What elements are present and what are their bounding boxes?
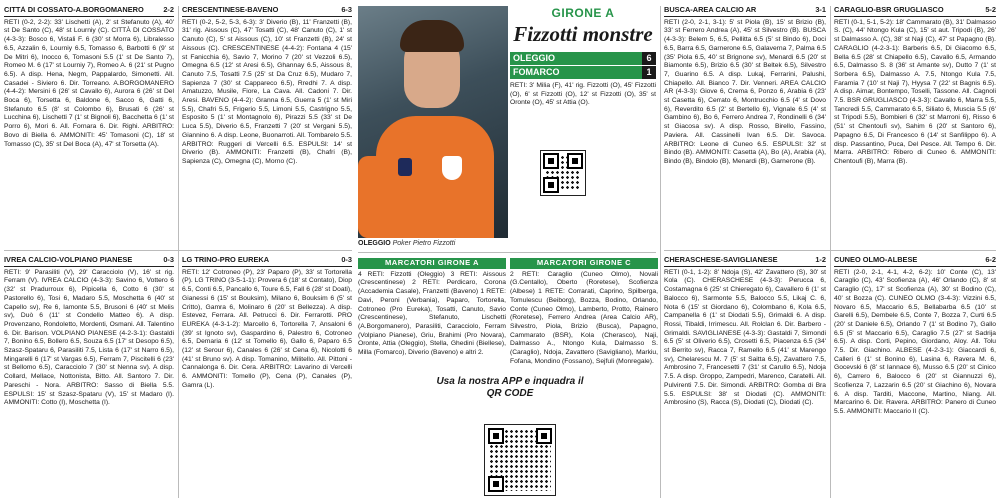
scorers-list: 4 RETI: Fizzotti (Oleggio) 3 RETI: Aissous (Crescentinese) 2 RETI: Perdicaro, Corona (Accademia Casale), Franzetti (Baveno) 1 RETE: Davi, Peroni (Verbania), Paparo, Tortorella, Cotroneo (Pro Eureka), Tosatti, Canuto, Savio (Crescentinese), Stefanuto, Lischetti (A.Borgomanero), Parasiliti, Caracciolo, Ferram (Volpiano Pianese), Griu, Brahimi (Pro Novara), Oronte, Attia (Oleggio), Stella, Ghedini (Biellese), Milla (Fomarco), Diverio (Baveno) e altri 2. <box>358 270 506 357</box>
match-report: RETI (0-1, 5-1, 5-2): 18' Cammarato (B), 31' Dalmasso S. (C), 44' Ntongo Kula (C), 15' st aut. Tripodi (B), 26' st Dalmasso A. (C), 38' st Naji (C), 47' st Papagno (B). CARAGLIO (4-2-3-1): Barberis 6.5, Di Giacomo 6.5, Bella 6.5 (28' st Chiapello 6.5), Cavallo 6.5, Armando 6.5, Dalmasso S. 8 (36' st Amante sv), Dutto 7 (1' st Sorbera 6.5), Dalmasso A. 7.5, Ntongo Kula 7.5, Faramia 7 (10' st Naji 7), Hyysa 7 (22' st Bagnis 6.5). A disp. Aimar, Bontempo, Toselli, Tassone. All. Cagnoli 7.5. BSR GRUGLIASCO (4-3-3): Cavallo 6, Marra 5.5, Tancredi 5.5, Cammarato 6.5, Siliato 6, Muscia 5.5 (6' st Tripodi 5.5), Bombieri 6 (32' st Marroni 6), Risso 6 (51' st Chentoufi sv), Sahim 6 (20' st Santoro 6), Papagno 6.5, Di Francesco 6 (14' st Sanfilippo 6). A disp. Passantino, Puca, Del Pesce. All. Tempo 6. Dir. Marra. ARBITRO: Ribero di Cuneo 6. AMMONITI: Chentoufi (B), Marra (B). <box>834 18 996 165</box>
match-header <box>4 256 174 267</box>
result-team: FOMARCO <box>510 66 642 79</box>
match-header <box>834 6 996 17</box>
sponsor-logo-icon <box>398 158 412 176</box>
scorers-title: MARCATORI GIRONE C <box>510 258 658 269</box>
photo-caption <box>358 240 508 247</box>
caption-text: Poker Pietro Fizzotti <box>392 240 456 247</box>
match-report: RETI (0-1, 1-2): 8' Ndoja (S), 42' Zavattero (S), 30' st Kola (C). CHERASCHESE (4-3-3): Perucca 6, Costamagna 6 (25' st Chieregato 6), Cavallero 6 (1' st Balocco 6), Sarmonte 5.5, Balocco 5.5, Likaj C. 6, Nota 6 (15' st Giordano 6), Colombano 6, Kola 6.5, Campanella 6 (1' st Diodati 5.5), Grimaldi 6. A disp. Rossi, Tibaldi, Irrimescu. All. Rolclan 6. Dir. Barbero - Grimaldi. SAVIGLIANESE (4-3-3): Gastaldi 7, Simondi 6.5 (5' st Oliverio 6.5), Crosetti 6.5, Piacenza 6.5 (34' st Berrito sv), Racca 7, Ramello 6.5 (41' st Marengo sv), Chelarescu M. 7 (5' st Saitta 6.5), Zavattero 7.5, Ambrosino 7, Francesetti 7 (31' st Carullo 6.5), Ndoja 7.5. A disp. Groppo, Zampedri, Marenco, Caratelli. All. Pulvirenti 7.5. Dir. Simondi. ARBITRO: Gomba di Bra 5.5. ESPULSI: 38' st Diodati (C). AMMONITI: Ambrosino (S), Racca (S), Diodati (C), Diodati (C). <box>664 268 826 407</box>
qr-code-icon[interactable] <box>484 424 556 496</box>
match-score: 0-3 <box>341 256 352 264</box>
orange-jersey <box>376 116 494 238</box>
result-score: 6 <box>642 52 656 65</box>
match-block <box>182 256 352 502</box>
match-block <box>664 6 826 246</box>
match-title: CHERASCHESE-SAVIGLIANESE <box>664 256 778 264</box>
qr-corner <box>488 476 504 492</box>
match-report: RETI (0-2, 5-2, 5-3, 6-3): 3' Diverio (B), 11' Franzetti (B), 31' rig. Aissous (C), 47' Tosatti (C), 48' Canuto (C), 1' st Canuto (C), 5' st Aissous (C), 10' st Franzetti (B), 24' st Aissous (C). CRESCENTINESE (4-4-2): Fontana 4 (15' st Fanicchia 6), Savio 7, Morino 7 (20' st Vezzoli 6.5), Omegna 6.5 (12' st Aresi 6.5), Ghannay 6.5, Aissous 8, Canuto 7.5, Tosatti 7.5 (25' st Da Cruz 6.5), Mudaro 7, Sapienza 7 (30' st Cappareco 6.5), Rredhi 7. A disp. Amatuzzo, Musile, Fiore, La Cava. All. Cadoni 7. Dir. Aresi. BAVENO (4-4-2): Granna 6.5, Guerra 5 (1' st Miri 5.5), Chafri 5.5, Frigerio 5.5, Limoni 5.5, Castrigno 5.5, Esposito 5 (1' st Montagnolo 6), Pirazzi 5.5 (33' st De Luca 5.5), Diverio 6.5, Franzetti 7 (20' st Vergani 5.5), Giannino 6. A disp. Leone, Buonarroti. All. Tombarelo 5.5. ARBITRO: Ruggeri di Vercelli 6.5. ESPULSI: 14' st Diverio (B). AMMONITI: Franzetti (B), Chafri (B), Sapienza (C), Omegna (C), Morno (C). <box>182 18 352 165</box>
match-score: 6-3 <box>341 6 352 14</box>
girone-a-box <box>510 6 656 108</box>
qr-corner <box>488 428 504 444</box>
app-promo: Usa la nostra APP e inquadra il QR CODE <box>436 376 584 399</box>
match-title: CUNEO OLMO-ALBESE <box>834 256 918 264</box>
match-title: CITTÀ DI COSSATO-A.BORGOMANERO <box>4 6 144 14</box>
girone-goals: RETI: 3' Milia (F), 41' rig. Fizzotti (O), 45' Fizzotti (O), 6' st Fizzotti (O), 12' st Fizzotti (O), 35' st Oronte (O), 45' st Attia (O). <box>510 82 656 107</box>
match-header <box>182 256 352 267</box>
result-team: OLEGGIO <box>510 52 642 65</box>
scorers-c <box>510 258 658 372</box>
player-hair <box>400 20 464 52</box>
match-report: RETI: 9' Parasiliti (V), 29' Caracciolo (V), 16' st rig. Ferram (V). IVREA CALCIO (4-3-3): Savino 6, Vottero 6 (32' st Pradurroux 6), Pipicella 6, Cotto 6 (30' st Pastorello 6), Tosi 6, Madaro 5.5, Moschetta 6 (40' st Capello sv), Re 6, Iamonte 5.5, Brusoni 6 (40' st Melis sv), Duò 6 (11' st Condello Matteo 6). A disp. Provenzano, Rondoletto, Mordenti, Osmani. All. Talentino 6. Dir. Barison. VOLPIANO PIANESE (4-2-3-1): Gastaldi 7, Bonino 6.5, Bollero 6.5, Souza 6.5 (17' st Desopo 6.5), Szasz-Spataru 6, Parasiliti 7.5, Lista 6 (17' st Narro 6.5), Mingarelli 6 (17' st Vargas 6.5), Ferram 7, Piscitelli 6 (23' st Bellomo 6.5), Caracciolo 7 (30' st Nenna sv). A disp. Collard, Mellace, Nottonista, Bitto. All. Santoro 7. Dir. Pareschi - Nora. ARBITRO: Sasso di Biella 5.5. ESPULSI: 15' st Szasz-Spataru (V), 15' st Madaro (I). AMMONITI: Cotto (I), Moschetta (I). <box>4 268 174 407</box>
match-title: CARAGLIO-BSR GRUGLIASCO <box>834 6 944 14</box>
headline: Fizzotti monstre <box>513 22 653 46</box>
match-title: LG TRINO-PRO EUREKA <box>182 256 270 264</box>
scorers-title: MARCATORI GIRONE A <box>358 258 506 269</box>
match-score: 6-2 <box>985 256 996 264</box>
match-header <box>834 256 996 267</box>
match-report: RETI (0-2, 2-2): 33' Lischetti (A), 2' st Stefanuto (A), 40' st De Santo (C), 48' st Lourniy (C). CITTÀ DI COSSATO (4-3-3): Bosco 6, Vistali F. 6 (30' st Morra 6), Libralesso 6.5, Azzalin 6, Lourniy 6.5, Tomasso 6, Barbotti 6 (9' st De Mitri 6), Inocco 6, Tomasoni 5.5 (1' st De Santo 7), Romeo M. 6 (17' st Lourniy 7), Romeo A. 6 (21' st Pugno 6.5). A disp. Hena, Negm, Pappalardo, Simonetti. All. Casadei - Siviero 6. Dir. Torreano. A.BORGOMANERO (4-4-2): Mersini 6 (26' st Cavallo 6), Aurora 6 (26' st Del Boca 6), Torsetta 6, Baldone 6, Sacco 6, Gatti 6, Stefanuto 6.5 (8' st Colombo 6), Brusati 6 (26' st Lucchina 6), Lischetti 7 (1' st Bignoli 6), Bacchetta 6 (1' st Porro 6), Mori 6. All. Fornara 6. Dir. Righi. ARBITRO: Bovo di Biella 6. AMMONITI: 45' Tomasoni (C), 18' st Tomasso (C), 35' st Del Boca (A), 47' st Torsetta (A). <box>4 18 174 148</box>
result-score: 1 <box>642 66 656 79</box>
match-header <box>4 6 174 17</box>
qr-corner <box>567 153 583 169</box>
match-score: 0-3 <box>163 256 174 264</box>
column-divider <box>830 6 831 498</box>
match-report: RETI (2-0, 2-1, 3-1): 5' st Piola (B), 15' st Brizio (B), 33' st Ferrero Andrea (A), 45' st Silvestro (B). BUSCA (4-3-3): Belem 5, 6.5, Pellitta 6.5 (5' st Bindo 6), Doci 6.5, Barra 6.5, Garnerone 6.5, Galaverna 7, Palma 6.5 (35' Piola 6.5, 40' st Brignone sv), Menardi 6.5 (20' st Biamonte 6.5), Brizio 6.5 (30' st Beltek 6.5), Silvestro 7, Guarino 6.5. A disp. Lukaj, Ferrarini, Palushi, Chiapello. All. Bianco 7. Dir. Venneri. AREA CALCIO AR (4-3-3): Giove 6, Crema 6, Ponzo 6, Arabia 6 (23' st Casetta 6), Cerrato 6, Montrucchio 6.5 (4' st Dovo 6), Reverdito 6.5 (2' st Bertello 6), Vignale 6.5 (4' st Gambino 6), Bo 6, Ferrero Andrea 7, Rondinelli 6 (34' st Giacosa sv). A disp. Rosso, Birello, Fassino, Paviera. All. Cassinelli Ivan 6.5. Dir. Savoca. ARBITRO: Leone di Cuneo 6.5. ESPULSI: 32' st Bindo (B). AMMONITI: Casetta (A), Bo (A), Arabia (A), Bindo (B), Bindolo (B), Menardi (B), Garnerone (B). <box>664 18 826 165</box>
result-row <box>510 66 656 79</box>
result-row <box>510 52 656 65</box>
match-title: CRESCENTINESE-BAVENO <box>182 6 279 14</box>
match-score: 2-2 <box>163 6 174 14</box>
match-block <box>664 256 826 502</box>
match-header <box>182 6 352 17</box>
player-photo <box>358 6 508 238</box>
match-score: 1-2 <box>815 256 826 264</box>
match-score: 3-1 <box>815 6 826 14</box>
qr-corner <box>543 153 559 169</box>
scorers-list: 2 RETI: Caraglio (Cuneo Olmo), Novali (G.Centallo), Oberto (Roretese), Scofienza (Albese) 1 RETE: Corrarati, Caprino, Spilberga, Tomulescu (Beiborg), Bozza, Bodino, Orlando, Conte (Cuneo Olmo), Lamberto, Protto, Rainero (Roretese), Ferrero Andrea (Area Calcio AR), Silvestro, Piola, Brizio (Busca), Papagno, Cammarato (BSR), Kola (Cherasco), Naji, Dalmasso A., Ntongo Kula, Dalmasso S. (Caraglio), Ndoja, Zavattero (Savigliano), Markiu, Fofana, Mondino (Fossano), Sejfuli (Monregale). <box>510 270 658 365</box>
column-divider <box>660 6 661 498</box>
caption-team: OLEGGIO <box>358 240 391 247</box>
match-report: RETI: 12' Cotroneo (P), 23' Paparo (P), 33' st Tortorella (P). LG TRINO (3-5-1-1): Provera 6 (18' st Contato), Diop 6.5, Conti 6.5, Pancallo 6, Toure 6.5, Fall 6 (28' st Doati), Gianessi 6 (15' st Bouksim), Milano 6, Bouksim 6 (5' st Critto), Gamra 6, Molinaro 6 (20' st Bellezza). A disp. Estevez, Ferrara. All. Petrucci 6. Dir. Ferrarotti. PRO EUREKA (4-3-1-2): Marcello 6, Tortorella 7, Ansaloni 6 (39' st Ignoto sv), Gaspardino 6, Palestro 6, Cotroneo 6.5, Demaria 6 (12' st Tomello 6), Gallo 6, Paparo 6.5 (12' st Serour 6), Canales 6 (26' st Cena 6), Nicolotti 6 (41' st Bruno sv). A disp. Tomanino, Militello. All. Pittoni - Cannalonga 6. Dir. Cera. ARBITRO: Lavarino di Vercelli 6. AMMONITI: Tomello (P), Cena (P), Canales (P), Gamra (L). <box>182 268 352 389</box>
qr-corner <box>536 428 552 444</box>
match-header <box>664 6 826 17</box>
match-block <box>182 6 352 246</box>
girone-tag: GIRONE A <box>551 6 615 20</box>
match-title: IVREA CALCIO-VOLPIANO PIANESE <box>4 256 133 264</box>
qr-code-icon[interactable] <box>540 150 586 196</box>
match-block <box>834 6 996 246</box>
match-block <box>4 6 174 246</box>
match-header <box>664 256 826 267</box>
match-block <box>4 256 174 502</box>
qr-corner <box>543 177 559 193</box>
match-title: BUSCA-AREA CALCIO AR <box>664 6 757 14</box>
section-divider <box>358 252 656 253</box>
club-crest-icon <box>442 156 462 180</box>
match-report: RETI (2-0, 2-1, 4-1, 4-2, 6-2): 10' Conte (C), 13' Caraglio (C), 43' Scofienza (A), 46' Orlando (C), 8' st Caraglio (C), 17' st Scofienza (A), 30' st Bodino (C), 40' st Bozza (C). CUNEO OLMO (3-4-3): Vizzini 6.5, Novaro 6.5, Maccario 6.5, Bellabarba 6.5 (10' st Garelli 6.5), Dembele 6.5, Conte 7, Bozza 7, Curti 6.5 (20' st Daniele 6.5), Orlando 7 (1' st Bodino 7), Gallo 6.5 (5' st Maccario 6.5), Caraglio 7.5 (27' st Sadrija 6.5). A disp. Corti, Pepino, Giordano, Aloy. All. Tolu 7.5. Dir. Giachino. ALBESE (4-2-3-1): Giaccardi 6, Calleri 6 (1' st Bonino 6), Lasina 6, Ravera M. 6, Gocevski 6 (8' st Iannace 6), Musso 6.5 (20' st Cinico 6), Carrero 6, Balocco 6 (20' st Giannuzzi 6), Scofienza 7, Lazzarin 6.5 (20' st Giachino 6), Novara 6. A disp. Tarditi, Maccone, Martino, Niang. All. Marcarino 6. Dir. Ravera. ARBITRO: Panero di Cuneo 5.5. AMMONITI: Maccario II (C). <box>834 268 996 415</box>
match-score: 5-2 <box>985 6 996 14</box>
match-block <box>834 256 996 502</box>
section-divider <box>4 250 352 251</box>
column-divider <box>178 6 179 498</box>
section-divider <box>664 250 996 251</box>
